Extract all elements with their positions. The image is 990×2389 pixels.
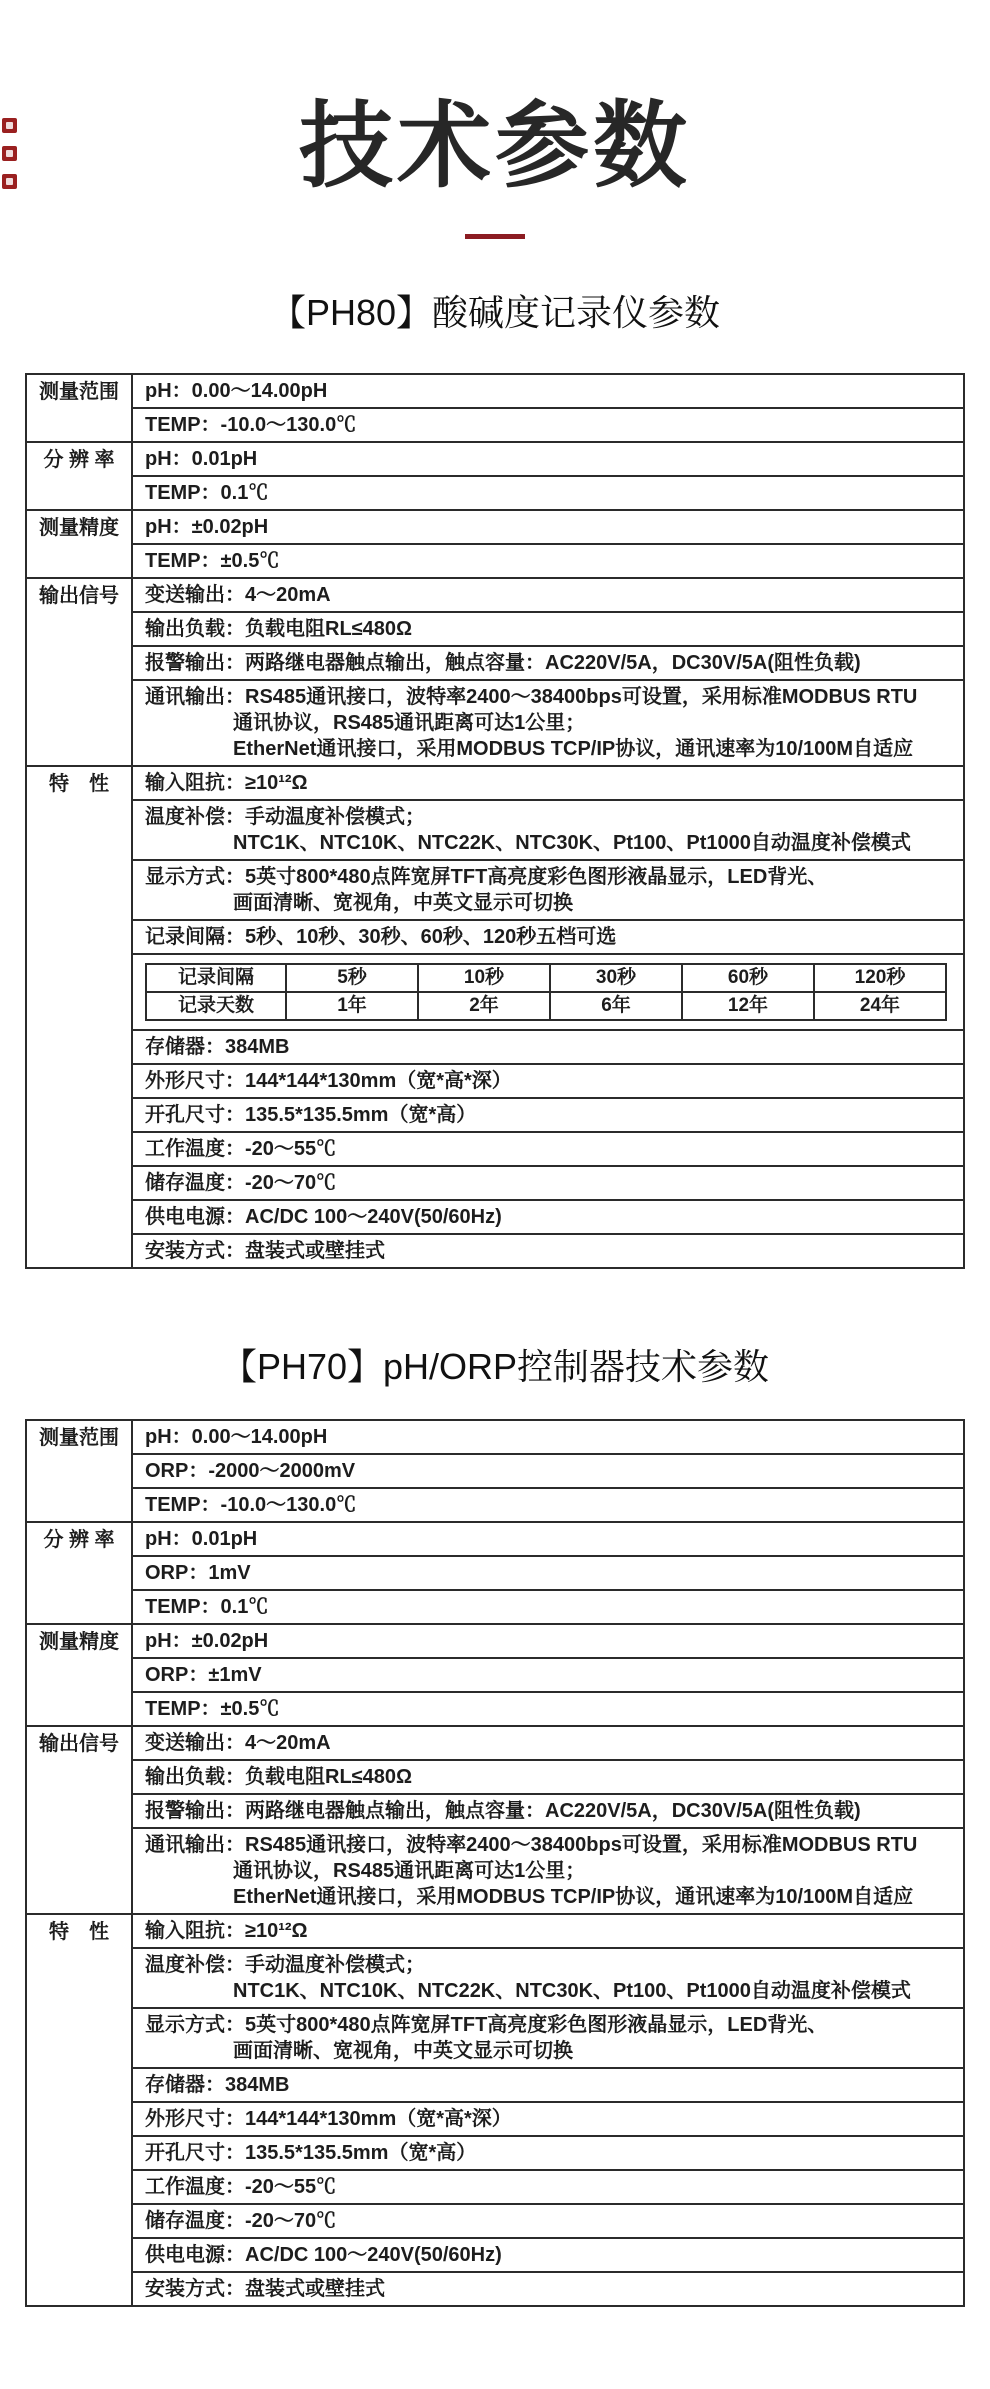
spec-value-line: 温度补偿：手动温度补偿模式； bbox=[145, 806, 425, 828]
floating-badge-1[interactable] bbox=[2, 118, 17, 133]
spec-row bbox=[26, 1948, 964, 2008]
spec-row bbox=[26, 2008, 964, 2068]
spec-row bbox=[26, 1098, 964, 1132]
spec-value-line: 外形尺寸：144*144*130mm（宽*高*深） bbox=[145, 1070, 512, 1092]
spec-value-line: pH：0.01pH bbox=[145, 448, 258, 470]
spec-value-line: 供电电源：AC/DC 100～240V(50/60Hz) bbox=[145, 1206, 502, 1228]
spec-value-line: EtherNet通讯接口，采用MODBUS TCP/IP协议，通讯速率为10/100M自适应 bbox=[233, 1886, 914, 1908]
spec-value-line: 通讯输出：RS485通讯接口，波特率2400～38400bps可设置，采用标准MODBUS RTU bbox=[145, 686, 918, 708]
page-title: 技术参数 bbox=[298, 93, 691, 198]
spec-value-line: pH：0.00～14.00pH bbox=[145, 1426, 328, 1448]
spec-value-line: 输出负载：负载电阻RL≤480Ω bbox=[145, 618, 413, 640]
spec-value-cell bbox=[132, 1828, 964, 1914]
spec-value-cell bbox=[132, 954, 964, 1030]
spec-row bbox=[26, 1454, 964, 1488]
spec-value-cell bbox=[132, 374, 964, 408]
spec-value-line: 安装方式：盘装式或壁挂式 bbox=[145, 2278, 385, 2300]
spec-value-cell bbox=[132, 1132, 964, 1166]
spec-value-line: 供电电源：AC/DC 100～240V(50/60Hz) bbox=[145, 2244, 502, 2266]
subtable-row bbox=[146, 992, 946, 1020]
spec-value-line: 工作温度：-20～55℃ bbox=[145, 2176, 337, 2198]
spec-row bbox=[26, 442, 964, 476]
spec-row bbox=[26, 1132, 964, 1166]
spec-value-cell bbox=[132, 920, 964, 954]
spec-value-line: pH：±0.02pH bbox=[145, 1630, 269, 1652]
spec-row bbox=[26, 544, 964, 578]
subtable-cell: 10秒 bbox=[418, 964, 550, 992]
spec-value-cell bbox=[132, 1556, 964, 1590]
spec-value-cell bbox=[132, 408, 964, 442]
spec-label-cell: 输出信号 bbox=[26, 1726, 132, 1914]
spec-value-cell bbox=[132, 1948, 964, 2008]
spec-value-cell bbox=[132, 2272, 964, 2306]
spec-value-line: 温度补偿：手动温度补偿模式； bbox=[145, 1954, 425, 1976]
spec-label-cell: 特 性 bbox=[26, 766, 132, 1268]
subtable-cell: 6年 bbox=[550, 992, 682, 1020]
spec-value-line: 输入阻抗：≥10¹²Ω bbox=[145, 1920, 308, 1942]
spec-label-cell: 测量精度 bbox=[26, 1624, 132, 1726]
spec-row bbox=[26, 1200, 964, 1234]
spec-value-line: 储存温度：-20～70℃ bbox=[145, 1172, 337, 1194]
spec-label-cell: 分 辨 率 bbox=[26, 1522, 132, 1624]
ph80-spec-table-host bbox=[0, 373, 990, 1269]
spec-value-line: pH：0.01pH bbox=[145, 1528, 258, 1550]
spec-value-line: 变送输出：4～20mA bbox=[145, 584, 331, 606]
spec-value-line: NTC1K、NTC10K、NTC22K、NTC30K、Pt100、Pt1000自动温度补偿模式 bbox=[233, 832, 911, 854]
subtable-cell: 120秒 bbox=[814, 964, 946, 992]
spec-value-cell bbox=[132, 1488, 964, 1522]
spec-row bbox=[26, 1166, 964, 1200]
spec-label-cell: 测量范围 bbox=[26, 374, 132, 442]
spec-value-line: ORP：±1mV bbox=[145, 1664, 262, 1686]
spec-row bbox=[26, 1556, 964, 1590]
spec-value-line: ORP：-2000～2000mV bbox=[145, 1460, 356, 1482]
spec-value-cell bbox=[132, 646, 964, 680]
spec-value-line: 储存温度：-20～70℃ bbox=[145, 2210, 337, 2232]
spec-row bbox=[26, 860, 964, 920]
spec-row bbox=[26, 954, 964, 1030]
spec-value-line: 变送输出：4～20mA bbox=[145, 1732, 331, 1754]
spec-value-line: 显示方式：5英寸800*480点阵宽屏TFT高亮度彩色图形液晶显示，LED背光、 bbox=[145, 2014, 828, 2036]
spec-row bbox=[26, 2204, 964, 2238]
spec-row bbox=[26, 2272, 964, 2306]
spec-value-line: pH：0.00～14.00pH bbox=[145, 380, 328, 402]
spec-value-cell bbox=[132, 1760, 964, 1794]
subtable-cell: 24年 bbox=[814, 992, 946, 1020]
spec-value-cell bbox=[132, 1590, 964, 1624]
spec-value-cell bbox=[132, 800, 964, 860]
spec-row bbox=[26, 800, 964, 860]
spec-row bbox=[26, 2170, 964, 2204]
subtable-row bbox=[146, 964, 946, 992]
spec-row bbox=[26, 476, 964, 510]
spec-value-cell bbox=[132, 1030, 964, 1064]
spec-row bbox=[26, 510, 964, 544]
spec-value-line: TEMP：-10.0～130.0℃ bbox=[145, 414, 357, 436]
spec-row bbox=[26, 2136, 964, 2170]
section-heading-ph70: 【PH70】pH/ORP控制器技术参数 bbox=[220, 1346, 770, 1387]
spec-value-cell bbox=[132, 1064, 964, 1098]
spec-value-line: 记录间隔：5秒、10秒、30秒、60秒、120秒五档可选 bbox=[145, 926, 617, 948]
subtable-cell: 60秒 bbox=[682, 964, 814, 992]
spec-value-cell bbox=[132, 2238, 964, 2272]
floating-badge-3[interactable] bbox=[2, 174, 17, 189]
spec-value-line: EtherNet通讯接口，采用MODBUS TCP/IP协议，通讯速率为10/100M自适应 bbox=[233, 738, 914, 760]
spec-value-line: 画面清晰、宽视角，中英文显示可切换 bbox=[233, 892, 573, 914]
spec-value-cell bbox=[132, 578, 964, 612]
spec-table bbox=[25, 373, 965, 1269]
spec-value-cell bbox=[132, 1098, 964, 1132]
spec-value-cell bbox=[132, 476, 964, 510]
subtable-cell: 2年 bbox=[418, 992, 550, 1020]
spec-value-cell bbox=[132, 1166, 964, 1200]
spec-value-line: 报警输出：两路继电器触点输出，触点容量：AC220V/5A，DC30V/5A(阻性负载) bbox=[145, 652, 861, 674]
spec-value-cell bbox=[132, 2204, 964, 2238]
spec-value-line: 外形尺寸：144*144*130mm（宽*高*深） bbox=[145, 2108, 512, 2130]
spec-value-cell bbox=[132, 1200, 964, 1234]
spec-row bbox=[26, 680, 964, 766]
title-accent-bar bbox=[465, 234, 525, 239]
spec-value-cell bbox=[132, 860, 964, 920]
spec-row bbox=[26, 578, 964, 612]
subtable-cell: 1年 bbox=[286, 992, 418, 1020]
spec-value-cell bbox=[132, 766, 964, 800]
spec-row bbox=[26, 2238, 964, 2272]
subtable-cell: 30秒 bbox=[550, 964, 682, 992]
spec-label-cell: 测量范围 bbox=[26, 1420, 132, 1522]
spec-row bbox=[26, 1488, 964, 1522]
spec-row bbox=[26, 920, 964, 954]
subtable-cell: 5秒 bbox=[286, 964, 418, 992]
spec-row bbox=[26, 1624, 964, 1658]
section-heading-ph80: 【PH80】酸碱度记录仪参数 bbox=[269, 292, 721, 333]
spec-value-cell bbox=[132, 612, 964, 646]
spec-value-line: ORP：1mV bbox=[145, 1562, 251, 1584]
spec-value-cell bbox=[132, 1658, 964, 1692]
spec-value-line: TEMP：0.1℃ bbox=[145, 482, 269, 504]
spec-label-cell: 特 性 bbox=[26, 1914, 132, 2306]
spec-value-cell bbox=[132, 1624, 964, 1658]
spec-label-cell: 输出信号 bbox=[26, 578, 132, 766]
spec-value-line: 工作温度：-20～55℃ bbox=[145, 1138, 337, 1160]
spec-row bbox=[26, 1420, 964, 1454]
spec-value-cell bbox=[132, 680, 964, 766]
spec-row bbox=[26, 1234, 964, 1268]
spec-label-cell: 测量精度 bbox=[26, 510, 132, 578]
spec-row bbox=[26, 1522, 964, 1556]
spec-value-cell bbox=[132, 1420, 964, 1454]
spec-row bbox=[26, 408, 964, 442]
spec-value-cell bbox=[132, 2008, 964, 2068]
spec-value-cell bbox=[132, 442, 964, 476]
subtable-cell: 12年 bbox=[682, 992, 814, 1020]
spec-row bbox=[26, 1658, 964, 1692]
spec-value-cell bbox=[132, 1692, 964, 1726]
floating-badge-2[interactable] bbox=[2, 146, 17, 161]
spec-row bbox=[26, 1030, 964, 1064]
subtable-label-cell: 记录间隔 bbox=[146, 964, 286, 992]
section-ph70 bbox=[0, 1345, 990, 2307]
spec-value-cell bbox=[132, 2102, 964, 2136]
spec-value-cell bbox=[132, 2136, 964, 2170]
spec-value-line: NTC1K、NTC10K、NTC22K、NTC30K、Pt100、Pt1000自动温度补偿模式 bbox=[233, 1980, 911, 2002]
spec-value-cell bbox=[132, 2068, 964, 2102]
spec-value-line: TEMP：0.1℃ bbox=[145, 1596, 269, 1618]
spec-row bbox=[26, 1828, 964, 1914]
spec-value-line: 通讯输出：RS485通讯接口，波特率2400～38400bps可设置，采用标准MODBUS RTU bbox=[145, 1834, 918, 1856]
spec-value-line: 存储器：384MB bbox=[145, 1036, 290, 1058]
spec-row bbox=[26, 1914, 964, 1948]
spec-value-line: 存储器：384MB bbox=[145, 2074, 290, 2096]
spec-value-cell bbox=[132, 544, 964, 578]
spec-row bbox=[26, 1692, 964, 1726]
spec-value-cell bbox=[132, 2170, 964, 2204]
spec-value-line: 报警输出：两路继电器触点输出，触点容量：AC220V/5A，DC30V/5A(阻性负载) bbox=[145, 1800, 861, 1822]
spec-value-line: TEMP：±0.5℃ bbox=[145, 550, 280, 572]
spec-row bbox=[26, 1760, 964, 1794]
spec-value-line: 输出负载：负载电阻RL≤480Ω bbox=[145, 1766, 413, 1788]
spec-row bbox=[26, 2102, 964, 2136]
spec-row bbox=[26, 1590, 964, 1624]
spec-value-cell bbox=[132, 1914, 964, 1948]
spec-row bbox=[26, 646, 964, 680]
spec-table bbox=[25, 1419, 965, 2307]
spec-row bbox=[26, 1726, 964, 1760]
spec-label-cell: 分 辨 率 bbox=[26, 442, 132, 510]
spec-row bbox=[26, 1064, 964, 1098]
ph70-spec-table-host bbox=[0, 1419, 990, 2307]
spec-row bbox=[26, 1794, 964, 1828]
record-subtable bbox=[145, 963, 947, 1021]
section-ph80 bbox=[0, 291, 990, 1269]
spec-value-cell bbox=[132, 1234, 964, 1268]
spec-row bbox=[26, 2068, 964, 2102]
spec-value-cell bbox=[132, 510, 964, 544]
spec-row bbox=[26, 766, 964, 800]
spec-value-line: 通讯协议，RS485通讯距离可达1公里； bbox=[233, 1860, 586, 1882]
spec-value-line: TEMP：±0.5℃ bbox=[145, 1698, 280, 1720]
spec-value-line: 画面清晰、宽视角，中英文显示可切换 bbox=[233, 2040, 573, 2062]
spec-value-line: TEMP：-10.0～130.0℃ bbox=[145, 1494, 357, 1516]
spec-value-line: 安装方式：盘装式或壁挂式 bbox=[145, 1240, 385, 1262]
spec-value-cell bbox=[132, 1454, 964, 1488]
spec-value-cell bbox=[132, 1794, 964, 1828]
spec-value-line: 开孔尺寸：135.5*135.5mm（宽*高） bbox=[145, 1104, 477, 1126]
spec-value-line: pH：±0.02pH bbox=[145, 516, 269, 538]
spec-row bbox=[26, 374, 964, 408]
spec-row bbox=[26, 612, 964, 646]
spec-value-line: 通讯协议，RS485通讯距离可达1公里； bbox=[233, 712, 586, 734]
spec-value-line: 开孔尺寸：135.5*135.5mm（宽*高） bbox=[145, 2142, 477, 2164]
spec-value-line: 显示方式：5英寸800*480点阵宽屏TFT高亮度彩色图形液晶显示，LED背光、 bbox=[145, 866, 828, 888]
spec-value-cell bbox=[132, 1522, 964, 1556]
spec-value-line: 输入阻抗：≥10¹²Ω bbox=[145, 772, 308, 794]
subtable-label-cell: 记录天数 bbox=[146, 992, 286, 1020]
spec-value-cell bbox=[132, 1726, 964, 1760]
